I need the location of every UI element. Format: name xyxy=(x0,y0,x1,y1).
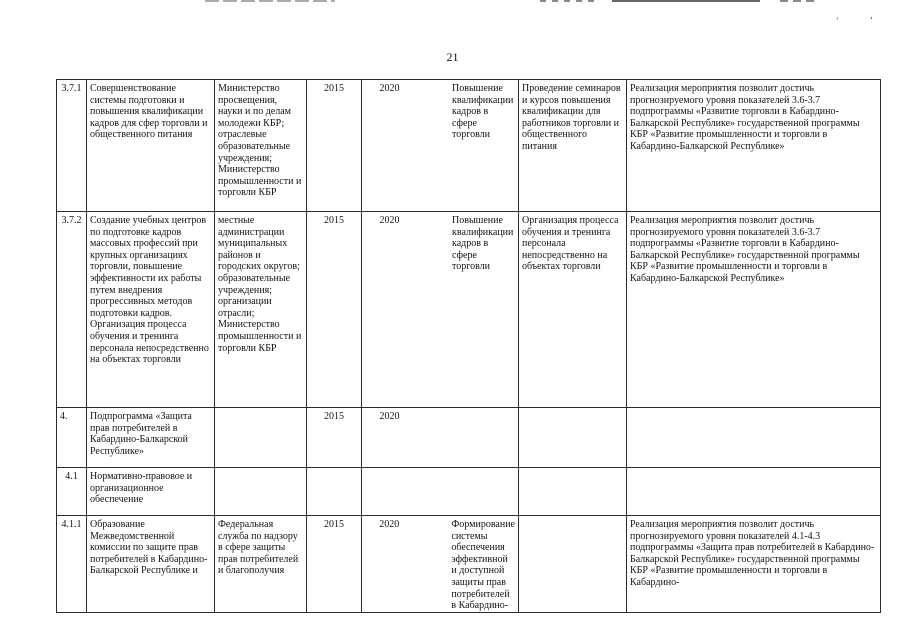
scan-speck: ʼ xyxy=(836,16,839,25)
measure-cell: Подпрограмма «Защита прав потребителей в Кабардино-Балкарской Республике» xyxy=(87,408,215,468)
executor-cell xyxy=(215,468,307,516)
result-cell: Повышение квалификации кадров в сфере торговли xyxy=(452,215,514,273)
measure-cell: Нормативно-правовое и организационное обеспечение xyxy=(87,468,215,516)
executor-cell xyxy=(215,408,307,468)
end-year-cell: 2020 xyxy=(379,83,400,94)
indicator-link-cell: Реализация мероприятия позволит достичь прогнозируемого уровня показателей 4.1-4.3 подпрограммы «Защита прав потребителей в Кабардино-Балкарской Республике» государственной программы КБР «Развитие промышленности и торговли в Кабардино- xyxy=(627,516,881,613)
result-cell xyxy=(417,408,518,423)
row-number: 3.7.2 xyxy=(57,212,87,408)
end-year-cell xyxy=(362,468,417,471)
table-row xyxy=(57,212,881,408)
row-number: 4.1.1 xyxy=(57,516,87,613)
start-year-cell: 2015 xyxy=(307,516,362,613)
indicator-link-cell xyxy=(627,468,881,516)
content-cell xyxy=(519,516,627,613)
executor-cell: местные администрации муниципальных районов и городских округов; образовательные учреждения; организации отрасли; Министерство промышленности и торговли КБР xyxy=(215,212,307,408)
table-row xyxy=(57,80,881,212)
measures-table xyxy=(56,79,881,613)
end-year-result-cell xyxy=(362,212,519,408)
indicator-link-cell: Реализация мероприятия позволит достичь прогнозируемого уровня показателей 3.6-3.7 подпрограммы «Развитие торговли в Кабардино-Балкарской Республике» государственной программы КБР «Развитие промышленности и торговли в Кабардино-Балкарской Республике» xyxy=(627,80,881,212)
content-cell: Проведение семинаров и курсов повышения квалификации для работников торговли и общественного питания xyxy=(519,80,627,212)
start-year-cell: 2015 xyxy=(307,408,362,468)
result-cell: Формирование системы обеспечения эффективной и доступной защиты прав потребителей в Кабардино- xyxy=(451,519,515,612)
indicator-link-cell xyxy=(627,408,881,468)
end-year-cell: 2020 xyxy=(379,411,400,422)
start-year-cell xyxy=(307,468,362,516)
end-year-result-cell xyxy=(362,80,519,212)
table-row xyxy=(57,468,881,516)
start-year-cell: 2015 xyxy=(307,80,362,212)
content-cell xyxy=(519,468,627,516)
row-number: 4.1 xyxy=(57,468,87,516)
indicator-link-cell: Реализация мероприятия позволит достичь прогнозируемого уровня показателей 3.6-3.7 подпрограммы «Развитие торговли в Кабардино-Балкарской Республике» государственной программы КБР «Развитие промышленности и торговли в Кабардино-Балкарской Республике» xyxy=(627,212,881,408)
scan-speck: ʻ xyxy=(870,15,873,25)
end-year-result-cell xyxy=(362,408,519,468)
measure-cell: Создание учебных центров по подготовке кадров массовых профессий при крупных организациях торговли, повышение эффективности их работы путем внедрения прогрессивных методов подготовки кадров. Организация процесса обучения и тренинга персонала непосредственно на объектах торговли xyxy=(87,212,215,408)
executor-cell: Федеральная служба по надзору в сфере защиты прав потребителей и благополучия xyxy=(215,516,307,613)
measure-cell: Образование Межведомственной комиссии по защите прав потребителей в Кабардино-Балкарской Республике и xyxy=(87,516,215,613)
table-row xyxy=(57,516,881,613)
content-cell: Организация процесса обучения и тренинга персонала непосредственно на объектах торговли xyxy=(519,212,627,408)
end-year-result-cell xyxy=(362,516,519,613)
scan-header-marks xyxy=(0,0,905,12)
start-year-cell: 2015 xyxy=(307,212,362,408)
row-number: 4. xyxy=(57,408,87,468)
end-year-result-cell xyxy=(362,468,519,516)
executor-cell: Министерство просвещения, науки и по делам молодежи КБР; отраслевые образовательные учреждения; Министерство промышленности и торговли КБР xyxy=(215,80,307,212)
table-row xyxy=(57,408,881,468)
result-cell: Повышение квалификации кадров в сфере торговли xyxy=(452,83,514,141)
row-number: 3.7.1 xyxy=(57,80,87,212)
page-number: 21 xyxy=(446,50,459,64)
end-year-cell: 2020 xyxy=(379,519,400,530)
result-cell xyxy=(417,468,518,471)
end-year-cell: 2020 xyxy=(379,215,400,226)
measure-cell: Совершенствование системы подготовки и повышения квалификации кадров для сфер торговли и общественного питания xyxy=(87,80,215,212)
content-cell xyxy=(519,408,627,468)
